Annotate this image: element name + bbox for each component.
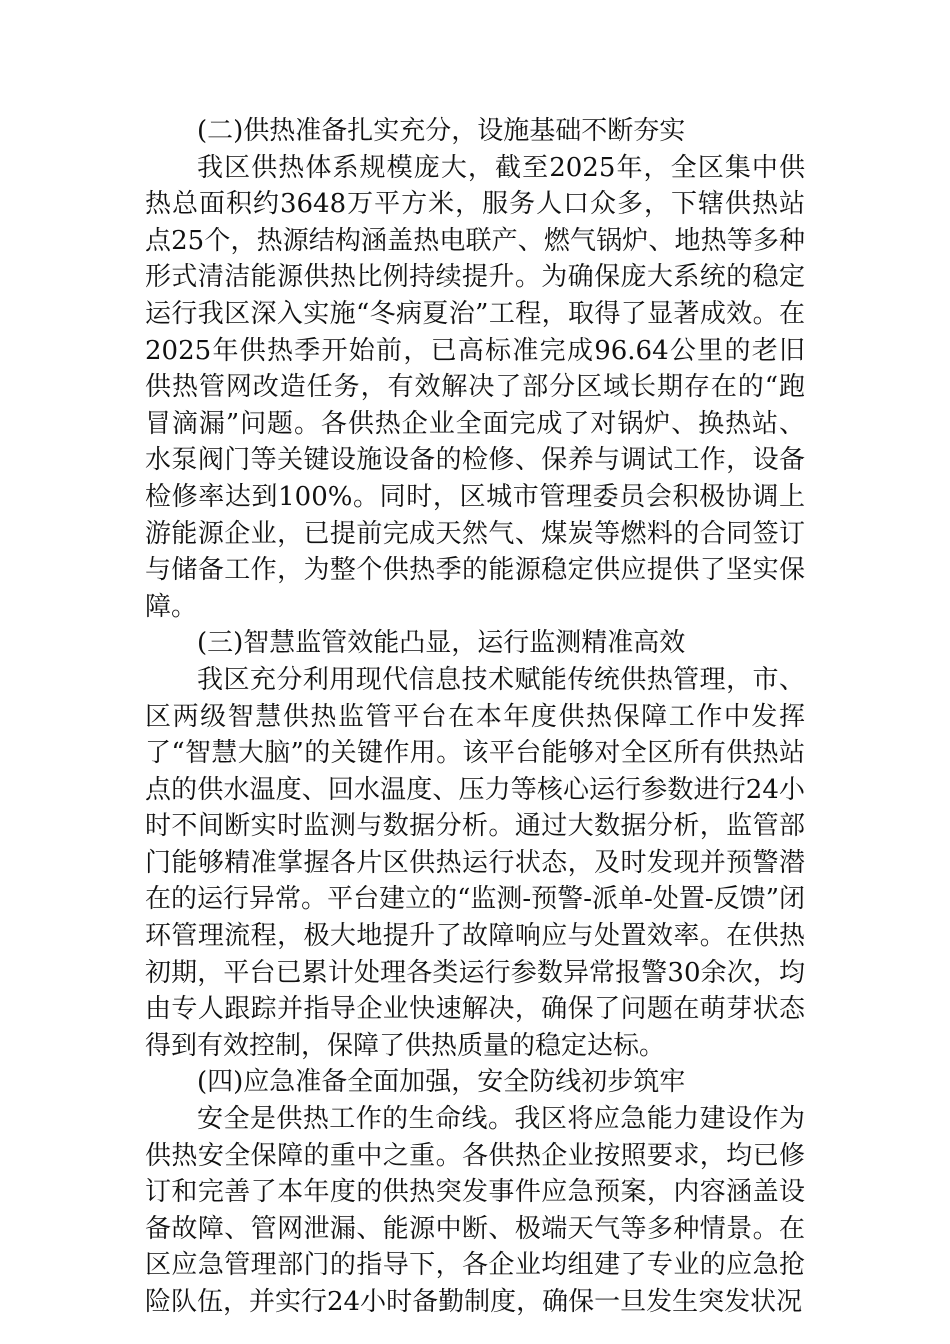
section-paragraph-3: 我区充分利用现代信息技术赋能传统供热管理，市、区两级智慧供热监管平台在本年度供热保障工作中发挥了“智慧大脑”的关键作用。该平台能够对全区所有供热站点的供水温度、回水温度、压力等核心运行参数进行24小时不间断实时监测与数据分析。通过大数据分析，监管部门能够精准掌握各片区供热运行状态，及时发现并预警潜在的运行异常。平台建立的“监测-预警-派单-处置-反馈”闭环管理流程，极大地提升了故障响应与处置效率。在供热初期，平台已累计处理各类运行参数异常报警30余次，均由专人跟踪并指导企业快速解决，确保了问题在萌芽状态得到有效控制，保障了供热质量的稳定达标。: [145, 664, 805, 1061]
section-heading-4: (四)应急准备全面加强，安全防线初步筑牢: [197, 1067, 686, 1098]
document-body: [145, 113, 805, 1321]
section-heading-3: (三)智慧监管效能凸显，运行监测精准高效: [197, 628, 686, 659]
section-heading-2: (二)供热准备扎实充分，设施基础不断夯实: [197, 116, 686, 146]
section-paragraph-4: 安全是供热工作的生命线。我区将应急能力建设作为供热安全保障的重中之重。各供热企业按照要求，均已修订和完善了本年度的供热突发事件应急预案，内容涵盖设备故障、管网泄漏、能源中断、极端天气等多种情景。在区应急管理部门的指导下，各企业均组建了专业的应急抢险队伍，并实行24小时备勤制度，确保一旦发生突发状况: [145, 1104, 805, 1317]
section-paragraph-2: 我区供热体系规模庞大，截至2025年，全区集中供热总面积约3648万平方米，服务人口众多，下辖供热站点25个，热源结构涵盖热电联产、燃气锅炉、地热等多种形式清洁能源供热比例持续提升。为确保庞大系统的稳定运行我区深入实施“冬病夏治”工程，取得了显著成效。在2025年供热季开始前，已高标准完成96.64公里的老旧供热管网改造任务，有效解决了部分区域长期存在的“跑冒滴漏”问题。各供热企业全面完成了对锅炉、换热站、水泵阀门等关键设施设备的检修、保养与调试工作，设备检修率达到100%。同时，区城市管理委员会积极协调上游能源企业，已提前完成天然气、煤炭等燃料的合同签订与储备工作，为整个供热季的能源稳定供应提供了坚实保障。: [145, 152, 805, 622]
